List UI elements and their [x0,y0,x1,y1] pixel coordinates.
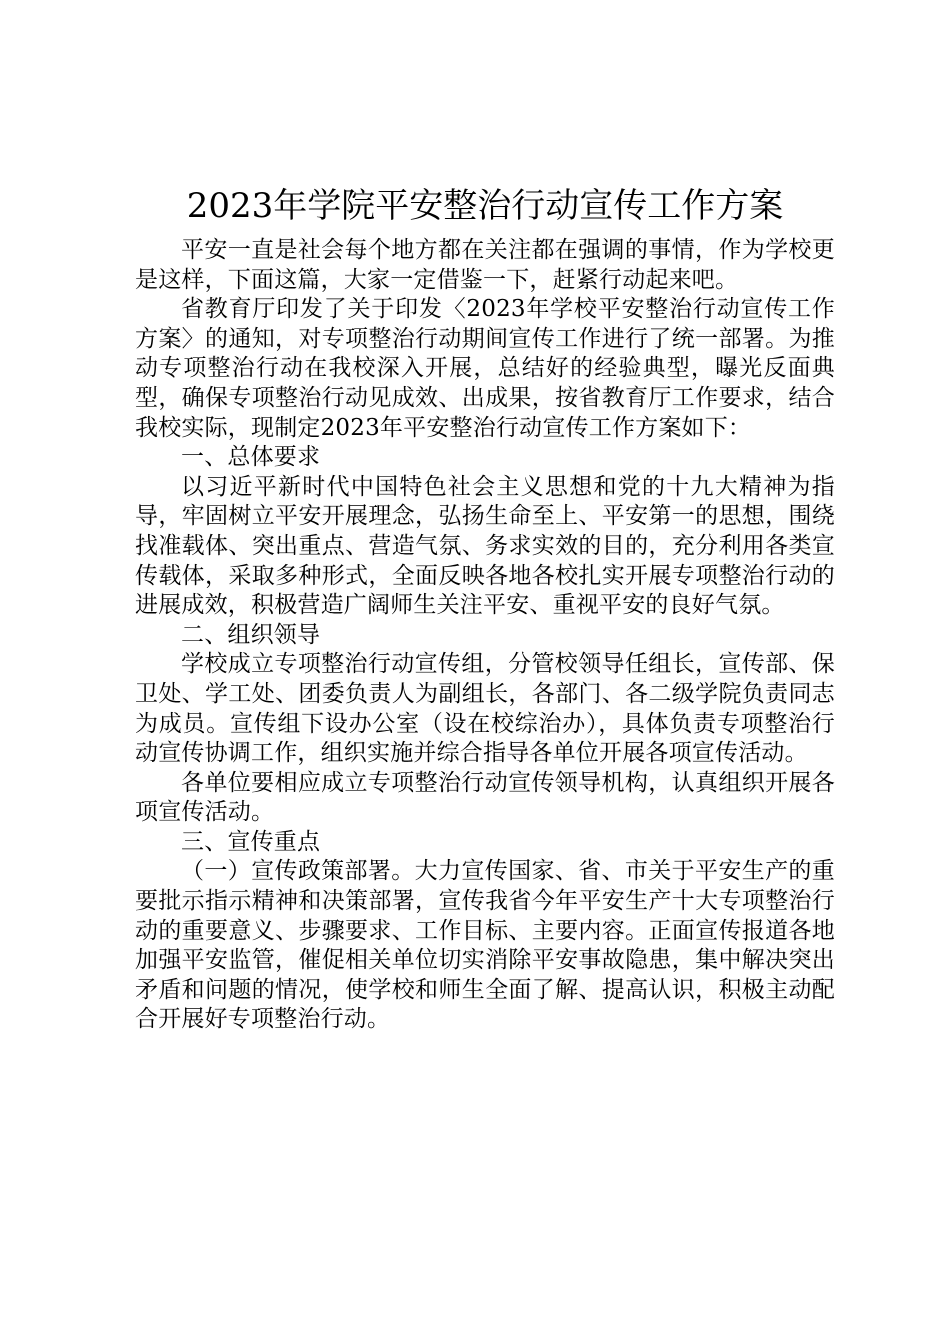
organization-paragraph-2: 各单位要相应成立专项整治行动宣传领导机构，认真组织开展各项宣传活动。 [135,769,835,826]
section-heading-organization: 二、组织领导 [181,621,321,648]
section-heading-publicity-focus: 三、宣传重点 [181,828,321,855]
section-heading-general-requirements: 一、总体要求 [181,444,321,471]
general-requirements-paragraph: 以习近平新时代中国特色社会主义思想和党的十九大精神为指导，牢固树立平安开展理念，弘扬生命至上、平安第一的思想，围绕找准载体、突出重点、营造气氛、务求实效的目的，充分利用各类宣传载体，采取多种形式，全面反映各地各校扎实开展专项整治行动的进展成效，积极营造广阔师生关注平安、重视平安的良好气氛。 [135,473,835,619]
organization-paragraph: 学校成立专项整治行动宣传组，分管校领导任组长，宣传部、保卫处、学工处、团委负责人为副组长，各部门、各二级学院负责同志为成员。宣传组下设办公室（设在校综治办），具体负责专项整治行动宣传协调工作，组织实施并综合指导各单位开展各项宣传活动。 [135,651,835,767]
publicity-focus-paragraph: （一）宣传政策部署。大力宣传国家、省、市关于平安生产的重要批示指示精神和决策部署，宣传我省今年平安生产十大专项整治行动的重要意义、步骤要求、工作目标、主要内容。正面宣传报道各地加强平安监管，催促相关单位切实消除平安事故隐患，集中解决突出矛盾和问题的情况，使学校和师生全面了解、提高认识，积极主动配合开展好专项整治行动。 [135,858,835,1033]
document-body [135,180,835,1035]
document-title: 2023年学院平安整治行动宣传工作方案 [186,186,784,226]
intro-paragraph: 平安一直是社会每个地方都在关注都在强调的事情，作为学校更是这样，下面这篇，大家一定借鉴一下，赶紧行动起来吧。 [135,237,835,293]
background-paragraph: 省教育厅印发了关于印发〈2023年学校平安整治行动宣传工作方案〉的通知，对专项整治行动期间宣传工作进行了统一部署。为推动专项整治行动在我校深入开展，总结好的经验典型，曝光反面典型，确保专项整治行动见成效、出成果，按省教育厅工作要求，结合我校实际，现制定2023年平安整治行动宣传工作方案如下： [135,296,835,441]
